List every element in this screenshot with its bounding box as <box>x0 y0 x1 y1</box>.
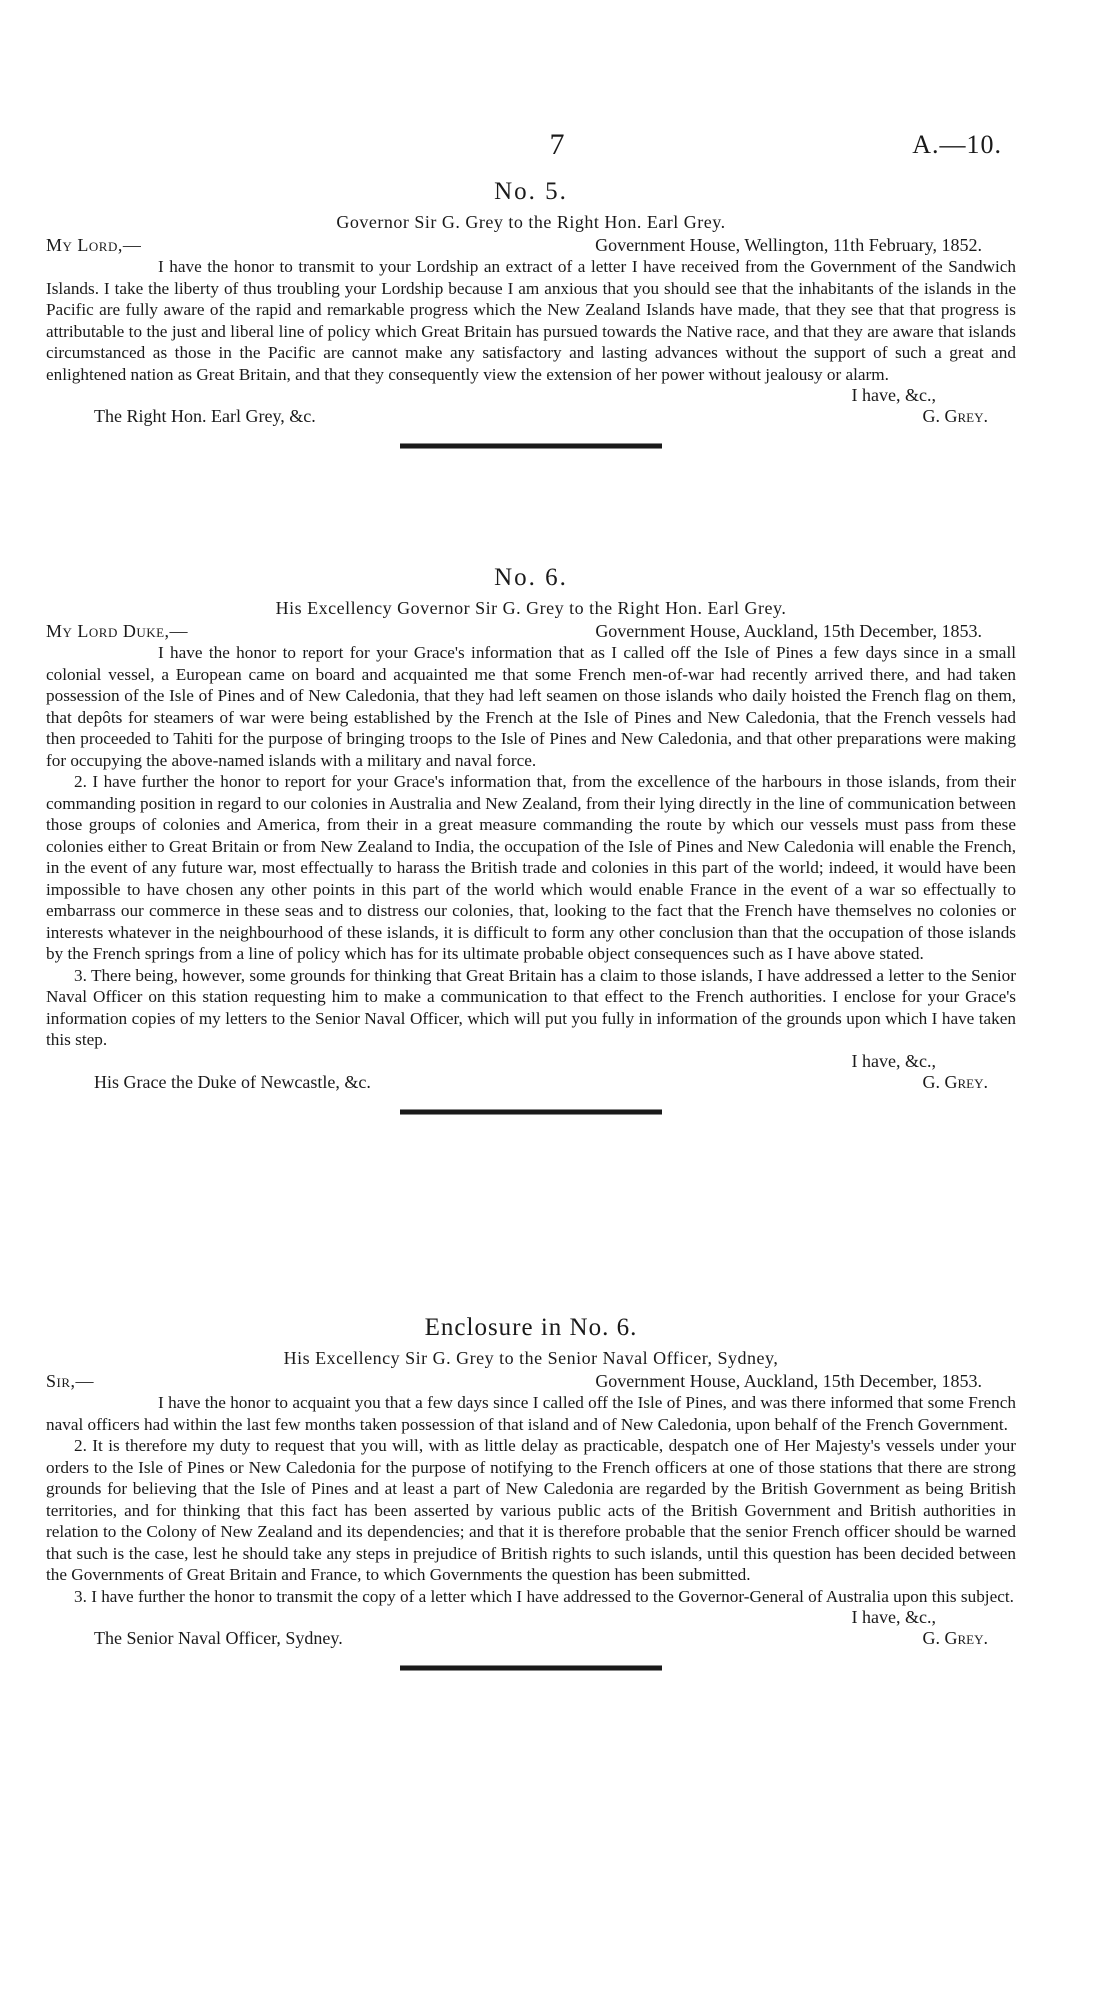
paragraph: 3. I have further the honor to transmit the copy of a letter which I have addressed to the Governor-General of Australia upon this subject. <box>74 1586 1014 1606</box>
section-divider <box>400 1665 662 1671</box>
place-date: Government House, Wellington, 11th February, 1852. <box>595 235 982 255</box>
place-date: Government House, Auckland, 15th December, 1853. <box>595 1371 982 1391</box>
signature: G. Grey. <box>922 406 988 426</box>
page-number: 7 <box>549 128 565 161</box>
letter-from-to: His Excellency Sir G. Grey to the Senior Naval Officer, Sydney, <box>283 1348 779 1368</box>
paragraph: I have the honor to transmit to your Lordship an extract of a letter I have received from the Government of the Sandwich Islands. I take the liberty of thus troubling your Lordship because I am anxious that you should see that the inhabitants of the islands in the Pacific are fully aware of the rapid and remarkable progress which the New Zealand Islands have made, that they see that that progress is attributable to the just and liberal line of policy which Great Britain has pursued towards the Native race, and that they are aware that islands circumstanced as those in the Pacific are cannot make any satisfactory and lasting advances without the support of such a great and enlightened nation as Great Britain, and that they consequently view the extension of her power without jealousy or alarm. <box>46 257 1016 384</box>
letter-from-to: Governor Sir G. Grey to the Right Hon. Earl Grey. <box>336 212 726 232</box>
addressee: His Grace the Duke of Newcastle, &c. <box>94 1071 371 1092</box>
enclosure-heading: Enclosure in No. 6. <box>424 1314 638 1341</box>
signature-block <box>46 1607 1016 1651</box>
letter-no-6 <box>46 564 1016 1115</box>
closing: I have, &c., <box>851 385 936 405</box>
signature-block <box>46 385 1016 429</box>
addressee: The Senior Naval Officer, Sydney. <box>94 1628 343 1648</box>
section-divider <box>400 1109 662 1115</box>
addressee: The Right Hon. Earl Grey, &c. <box>94 406 316 426</box>
salutation-row <box>46 235 1016 256</box>
paragraph: I have the honor to acquaint you that a few days since I called off the Isle of Pines, and was there informed that some French naval officers had within the last few months taken possession of that island and of New Caledonia, upon behalf of the French Government. <box>46 1393 1016 1434</box>
salutation: My Lord,— <box>46 235 142 255</box>
signature: G. Grey. <box>922 1628 988 1648</box>
closing: I have, &c., <box>851 1050 936 1071</box>
enclosure-no-6 <box>46 1314 1016 1671</box>
signature: G. Grey. <box>922 1071 988 1092</box>
paragraph: I have the honor to report for your Grace's information that as I called off the Isle of Pines a few days since in a small colonial vessel, a European came on board and acquainted me that some French men-of-war had recently arrived there, and had taken possession of the Isle of Pines and of New Caledonia, that they had left seamen on those islands who daily hoisted the French flag on them, that depôts for steamers of war were being established by the French at the Isle of Pines and New Caledonia, that the French vessels had then proceeded to Tahiti for the purpose of bringing troops to the Isle of Pines and New Caledonia, and that other preparations were making for occupying the above-named islands with a military and naval force. <box>46 643 1016 770</box>
document-reference: A.—10. <box>912 130 1002 159</box>
signature-block <box>46 1051 1016 1095</box>
paragraph: 2. It is therefore my duty to request that you will, with as little delay as practicable, despatch one of Her Majesty's vessels under your orders to the Isle of Pines or New Caledonia for the purpose of notifying to the French officers at one of those stations that there are strong grounds for believing that the Isle of Pines and at least a part of New Caledonia are regarded by the British Government as being British territories, and for thinking that this fact has been asserted by various public acts of the British Government and British authorities in relation to the Colony of New Zealand and its dependencies; and that it is therefore probable that the senior French officer should be warned that such is the case, lest he should take any steps in prejudice of British rights to such islands, until this question has been decided between the Governments of Great Britain and France, to which Governments the question has been submitted. <box>46 1436 1016 1584</box>
closing: I have, &c., <box>851 1607 936 1627</box>
paragraph: 2. I have further the honor to report for your Grace's information that, from the excellence of the harbours in those islands, from their commanding position in regard to our colonies in Australia and New Zealand, from their lying directly in the line of communication between those groups of colonies and America, from their in a great measure commanding the route by which our vessels must pass from these colonies either to Great Britain or from New Zealand to India, the occupation of the Isle of Pines and New Caledonia will enable the French, in the event of any future war, most effectually to harass the British trade and colonies in this part of the world; indeed, it would have been impossible to have chosen any other points in this part of the world which would enable France in the event of a war so effectually to embarrass our commerce in these seas and to distress our colonies, that, looking to the fact that the French have themselves no colonies or interests whatever in the neighbourhood of these islands, it is difficult to form any other conclusion than that the occupation of those islands by the French springs from a line of policy which has for its ultimate probable object consequences such as I have above stated. <box>46 772 1016 963</box>
salutation-row <box>46 621 1016 642</box>
letter-heading: No. 5. <box>494 178 568 205</box>
salutation: My Lord Duke,— <box>46 621 189 641</box>
letter-from-to: His Excellency Governor Sir G. Grey to the Right Hon. Earl Grey. <box>275 598 787 618</box>
letter-no-5 <box>46 178 1016 449</box>
place-date: Government House, Auckland, 15th December, 1853. <box>595 621 982 641</box>
letter-heading: No. 6. <box>494 564 568 591</box>
salutation: Sir,— <box>46 1371 95 1391</box>
paragraph: 3. There being, however, some grounds for thinking that Great Britain has a claim to those islands, I have addressed a letter to the Senior Naval Officer on this station requesting him to make a communication to that effect to the French authorities. I enclose for your Grace's information copies of my letters to the Senior Naval Officer, which will put you fully in information of the grounds upon which I have taken this step. <box>46 965 1016 1049</box>
section-divider <box>400 443 662 449</box>
salutation-row <box>46 1371 1016 1392</box>
